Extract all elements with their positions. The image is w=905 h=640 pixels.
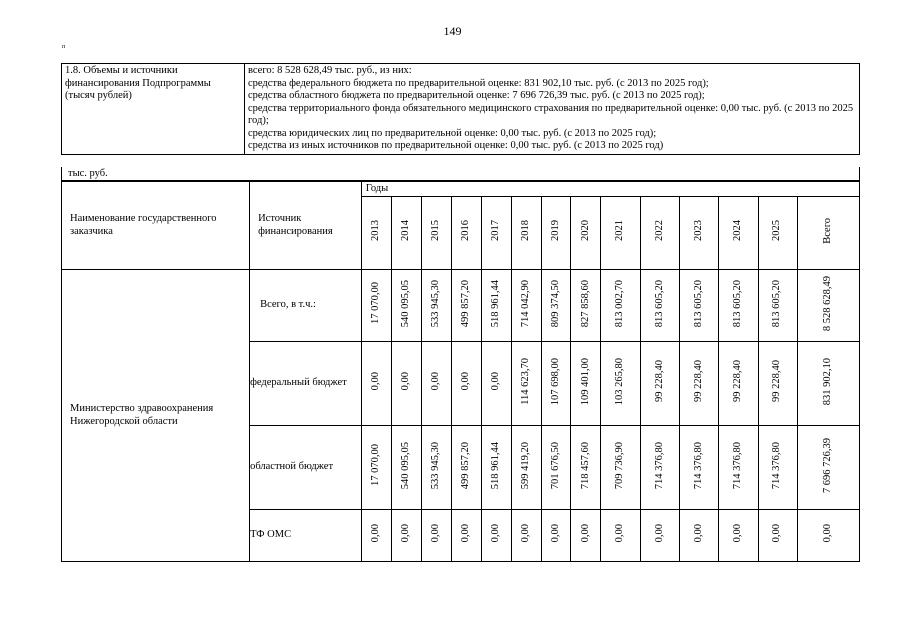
value-cell (719, 426, 758, 510)
value-cell (451, 426, 481, 510)
value-cell (601, 342, 640, 426)
section-lines (245, 64, 860, 155)
year-label: 2022 (653, 220, 665, 242)
year-header (511, 197, 541, 270)
value-cell (797, 426, 859, 510)
value-cell (719, 510, 758, 562)
value-text: 827 858,60 (579, 279, 591, 327)
funding-table (61, 181, 860, 562)
value-cell (601, 510, 640, 562)
value-text: 499 857,20 (459, 441, 471, 489)
value-cell (797, 270, 859, 342)
year-label: 2017 (489, 220, 501, 242)
year-label: 2013 (369, 220, 381, 242)
value-cell (511, 510, 541, 562)
value-cell (541, 342, 571, 426)
value-text: 8 528 628,49 (822, 275, 834, 331)
value-cell (361, 270, 391, 342)
value-cell (361, 510, 391, 562)
value-cell (679, 342, 718, 426)
value-cell (719, 342, 758, 426)
value-cell (571, 510, 601, 562)
year-header (421, 197, 451, 270)
value-text: 714 376,80 (732, 441, 744, 489)
value-text: 7 696 726,39 (822, 437, 834, 493)
value-cell (571, 270, 601, 342)
year-header (451, 197, 481, 270)
unit-label: тыс. руб. (61, 167, 860, 181)
header-customer: Наименование государственного заказчика (62, 182, 250, 270)
value-text: 0,00 (429, 524, 441, 543)
value-cell (758, 342, 797, 426)
value-cell (511, 342, 541, 426)
year-label: 2015 (429, 220, 441, 242)
value-cell (391, 342, 421, 426)
value-cell (481, 342, 511, 426)
summary-line: всего: 8 528 628,49 тыс. руб., из них: (248, 65, 412, 76)
value-cell (541, 510, 571, 562)
value-text: 599 419,20 (519, 441, 531, 489)
value-text: 103 265,80 (614, 357, 626, 405)
year-header (361, 197, 391, 270)
year-header (481, 197, 511, 270)
value-text: 0,00 (429, 372, 441, 391)
value-text: 813 002,70 (614, 279, 626, 327)
value-text: 831 902,10 (822, 357, 834, 405)
value-cell (481, 426, 511, 510)
value-text: 0,00 (489, 524, 501, 543)
value-text: 0,00 (579, 524, 591, 543)
value-text: 718 457,60 (579, 441, 591, 489)
summary-line: средства юридических лиц по предварительной оценке: 0,00 тыс. руб. (с 2013 по 2025 год); (248, 127, 657, 139)
value-cell (640, 510, 679, 562)
year-label: 2023 (692, 220, 704, 242)
value-text: 99 228,40 (771, 360, 783, 403)
value-text: 714 376,80 (653, 441, 665, 489)
year-header (679, 197, 718, 270)
value-cell (640, 270, 679, 342)
header-source: Источник финансирования (250, 182, 362, 270)
value-text: 813 605,20 (692, 279, 704, 327)
value-text: 813 605,20 (653, 279, 665, 327)
value-text: 518 961,44 (489, 441, 501, 489)
value-text: 17 070,00 (369, 282, 381, 325)
value-text: 533 945,30 (429, 441, 441, 489)
value-text: 701 676,50 (549, 441, 561, 489)
value-text: 809 374,50 (549, 279, 561, 327)
header-years: Годы (361, 182, 859, 197)
value-cell (391, 510, 421, 562)
value-cell (421, 510, 451, 562)
year-label: 2021 (614, 220, 626, 242)
year-label: Всего (822, 217, 834, 244)
value-text: 540 095,05 (399, 279, 411, 327)
value-text: 0,00 (519, 524, 531, 543)
value-cell (679, 270, 718, 342)
value-text: 714 376,80 (692, 441, 704, 489)
value-cell (797, 342, 859, 426)
value-text: 0,00 (692, 524, 704, 543)
value-text: 813 605,20 (732, 279, 744, 327)
value-text: 499 857,20 (459, 279, 471, 327)
year-header (758, 197, 797, 270)
value-cell (391, 270, 421, 342)
value-cell (421, 342, 451, 426)
value-cell (361, 426, 391, 510)
value-text: 0,00 (369, 524, 381, 543)
value-text: 107 698,00 (549, 357, 561, 405)
value-cell (481, 510, 511, 562)
year-label: 2014 (399, 220, 411, 242)
year-label: 2024 (732, 220, 744, 242)
value-text: 714 376,80 (771, 441, 783, 489)
value-text: 99 228,40 (732, 360, 744, 403)
value-text: 109 401,00 (579, 357, 591, 405)
value-cell (421, 426, 451, 510)
summary-line: средства территориального фонда обязательного медицинского страхования по предварительной оценке: 0,00 тыс. руб. (с 2013 по 2025 год); (248, 102, 854, 126)
source-cell: ТФ ОМС (250, 510, 362, 562)
value-text: 0,00 (459, 372, 471, 391)
value-cell (451, 342, 481, 426)
value-text: 0,00 (459, 524, 471, 543)
value-cell (719, 270, 758, 342)
value-text: 99 228,40 (653, 360, 665, 403)
summary-line: средства из иных источников по предварительной оценке: 0,00 тыс. руб. (с 2013 по 2025 год) (248, 140, 664, 151)
year-header (640, 197, 679, 270)
value-text: 0,00 (399, 372, 411, 391)
value-cell (797, 510, 859, 562)
year-label: 2020 (579, 220, 591, 242)
year-header (601, 197, 640, 270)
value-cell (601, 426, 640, 510)
value-cell (421, 270, 451, 342)
value-cell (571, 426, 601, 510)
page-number: 149 (443, 24, 462, 38)
margin-mark: п (62, 44, 66, 50)
value-text: 0,00 (732, 524, 744, 543)
value-text: 99 228,40 (692, 360, 704, 403)
value-text: 0,00 (822, 524, 834, 543)
year-label: 2019 (549, 220, 561, 242)
value-cell (679, 510, 718, 562)
value-cell (511, 270, 541, 342)
year-header (719, 197, 758, 270)
value-text: 114 623,70 (519, 357, 531, 405)
value-text: 518 961,44 (489, 279, 501, 327)
value-text: 0,00 (399, 524, 411, 543)
summary-line: средства федерального бюджета по предварительной оценке: 831 902,10 тыс. руб. (с 2013 по 2025 год); (248, 77, 709, 89)
customer-name: Министерство здравоохранения Нижегородской области (62, 270, 250, 562)
value-text: 709 736,90 (614, 441, 626, 489)
value-text: 0,00 (489, 372, 501, 391)
value-cell (451, 270, 481, 342)
year-header (391, 197, 421, 270)
source-cell: федеральный бюджет (250, 342, 362, 426)
value-text: 0,00 (614, 524, 626, 543)
value-text: 0,00 (771, 524, 783, 543)
value-text: 540 095,05 (399, 441, 411, 489)
value-cell (601, 270, 640, 342)
value-cell (451, 510, 481, 562)
value-cell (758, 270, 797, 342)
value-text: 0,00 (369, 372, 381, 391)
value-cell (481, 270, 511, 342)
value-cell (541, 426, 571, 510)
year-label: 2018 (519, 220, 531, 242)
year-header (541, 197, 571, 270)
source-cell: областной бюджет (250, 426, 362, 510)
value-text: 0,00 (549, 524, 561, 543)
year-header (571, 197, 601, 270)
value-cell (758, 426, 797, 510)
value-cell (640, 342, 679, 426)
year-label: 2025 (771, 220, 783, 242)
value-cell (541, 270, 571, 342)
value-text: 714 042,90 (519, 279, 531, 327)
section-label: 1.8. Объемы и источники финансирования Подпрограммы (тысяч рублей) (62, 64, 245, 155)
value-cell (361, 342, 391, 426)
source-cell: Всего, в т.ч.: (250, 270, 362, 342)
value-text: 17 070,00 (369, 444, 381, 487)
value-cell (391, 426, 421, 510)
value-text: 813 605,20 (771, 279, 783, 327)
year-header (797, 197, 859, 270)
value-cell (640, 426, 679, 510)
value-text: 0,00 (653, 524, 665, 543)
year-label: 2016 (459, 220, 471, 242)
funding-summary-table (61, 63, 860, 155)
value-cell (758, 510, 797, 562)
value-cell (511, 426, 541, 510)
value-cell (679, 426, 718, 510)
value-text: 533 945,30 (429, 279, 441, 327)
summary-line: средства областного бюджета по предварительной оценке: 7 696 726,39 тыс. руб. (с 2013 по 2025 год); (248, 90, 705, 101)
value-cell (571, 342, 601, 426)
